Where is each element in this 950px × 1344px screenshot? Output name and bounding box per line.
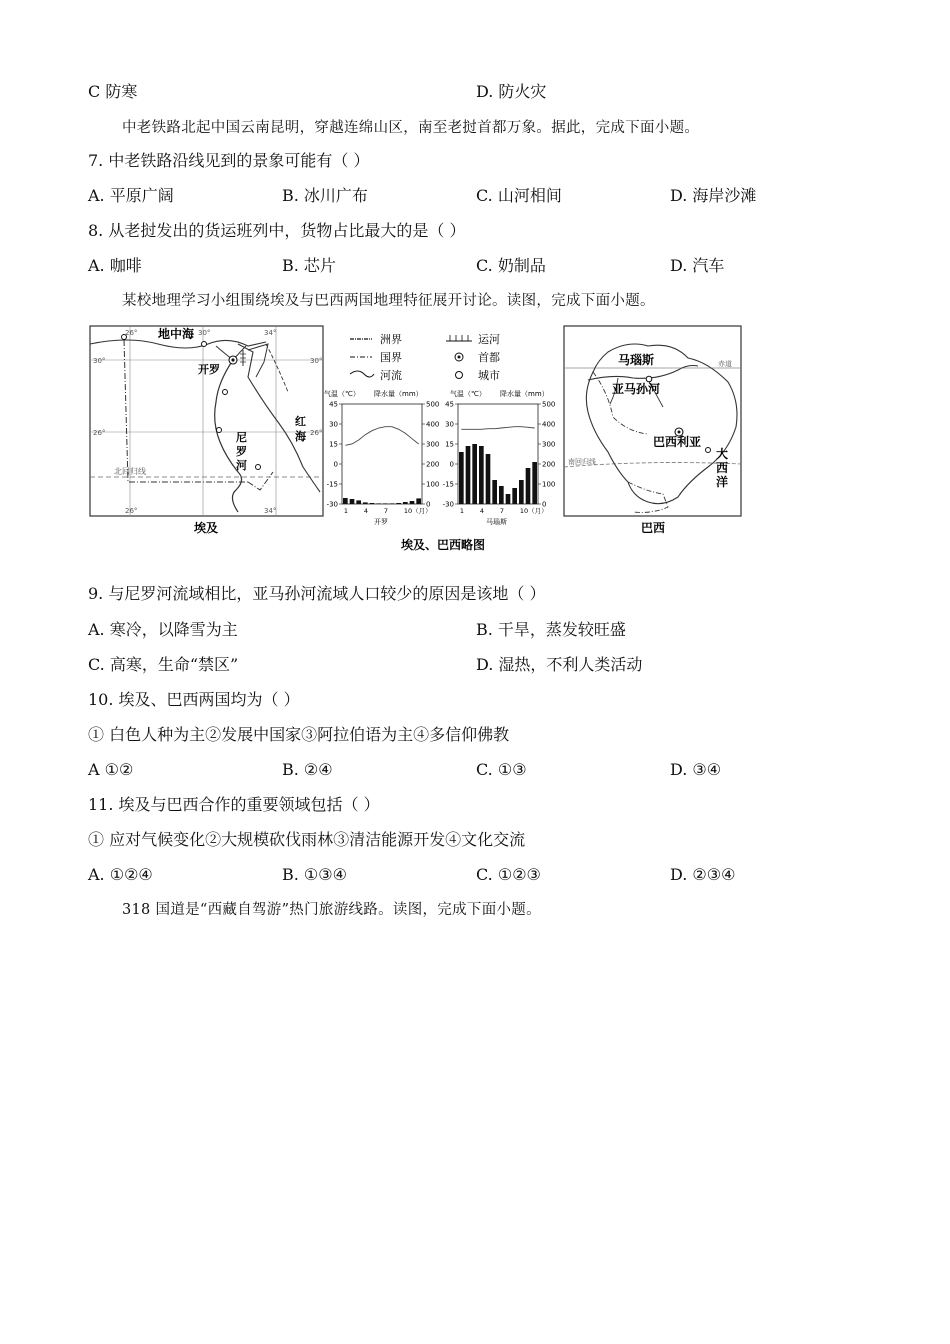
cairo-precip-bar [376,503,381,504]
cairo-precip-label: 降水量（mm） [374,390,423,398]
cairo-temp-tick: 30 [329,420,338,429]
manaus-month-tick: 7 [499,507,504,515]
cairo-temp-label: 气温（℃） [324,390,360,398]
q11-option-c: C. ①②③ [476,865,541,884]
egypt-brazil-figure [88,322,748,558]
label-equator: 赤道 [718,360,732,368]
manaus-temp-label: 气温（℃） [450,390,486,398]
manaus-temp-tick: 0 [449,460,454,469]
cairo-precip-tick: 0 [426,500,431,509]
cairo-precip-tick: 400 [426,420,440,429]
q6-option-d: D. 防火灾 [476,82,547,101]
cairo-precip-bar [396,503,401,504]
manaus-precip-bar [532,462,537,504]
figure-title: 埃及、巴西略图 [401,538,486,552]
legend-continent: 洲界 [380,333,402,346]
q9-option-c: C. 高寒，生命“禁区” [88,655,239,674]
label-nile-1: 尼 [236,431,247,444]
cairo-precip-bar [370,503,375,504]
cairo-month-tick: 10（月） [403,507,432,515]
cairo-precip-bar [343,498,348,504]
cairo-chart-name: 开罗 [374,518,388,526]
manaus-precip-bar [466,446,471,504]
manaus-month-tick: 1 [459,507,464,515]
cairo-temp-tick: -30 [326,500,338,509]
label-nile-3: 河 [236,459,247,472]
label-redsea-2: 海 [295,430,306,443]
manaus-precip-bar [526,468,531,504]
manaus-temp-tick: 45 [445,400,454,409]
label-mediterranean: 地中海 [158,327,195,341]
cairo-temp-tick: 0 [333,460,338,469]
q7-option-d: D. 海岸沙滩 [670,186,757,205]
label-atlantic-3: 洋 [716,475,729,489]
q9-option-d: D. 湿热，不利人类活动 [476,655,643,674]
lon-34-top: 34° [264,329,277,337]
manaus-precip-tick: 0 [542,500,547,509]
manaus-temp-tick: 15 [445,440,454,449]
brazil-map [564,326,741,516]
q8-option-b: B. 芯片 [282,256,336,275]
cairo-precip-bar [416,498,421,504]
q8-stem: 8. 从老挝发出的货运班列中，货物占比最大的是（ ） [88,221,466,240]
label-amazon: 亚马孙河 [612,382,661,396]
caption-egypt: 埃及 [194,521,219,535]
cairo-precip-tick: 500 [426,400,440,409]
manaus-precip-tick: 100 [542,480,556,489]
q7-option-a: A. 平原广阔 [88,186,174,205]
manaus-precip-bar [492,480,497,504]
cairo-month-tick: 1 [343,507,348,515]
legend-city: 城市 [478,369,500,382]
manaus-precip-bar [472,444,477,504]
manaus-precip-bar [486,454,491,504]
manaus-precip-bar [479,446,484,504]
cairo-precip-tick: 200 [426,460,440,469]
q11-option-b: B. ①③④ [282,865,347,884]
q10-items: ① 白色人种为主②发展中国家③阿拉伯语为主④多信仰佛教 [88,725,510,744]
q8-option-c: C. 奶制品 [476,256,546,275]
cairo-temp-tick: -15 [326,480,338,489]
egypt-map [90,326,323,516]
legend-capital: 首都 [478,351,500,364]
lat-30-right: 30° [310,357,323,365]
lon-26-top: 26° [125,329,138,337]
label-brasilia: 巴西利亚 [653,435,702,449]
q7-option-c: C. 山河相间 [476,186,562,205]
manaus-chart-name: 马瑙斯 [486,518,507,526]
q11-option-d: D. ②③④ [670,865,736,884]
cairo-precip-tick: 100 [426,480,440,489]
q9-stem: 9. 与尼罗河流域相比，亚马孙河流域人口较少的原因是该地（ ） [88,584,546,603]
manaus-month-tick: 10（月） [519,507,548,515]
cairo-precip-bar [403,502,408,504]
climate-chart-cairo [324,389,439,526]
q11-items: ① 应对气候变化②大规模砍伐雨林③清洁能源开发④文化交流 [88,830,526,849]
lon-30-top: 30° [198,329,211,337]
legend-canal: 运河 [478,333,500,346]
q9-option-b: B. 干旱，蒸发较旺盛 [476,620,626,639]
manaus-temp-tick: -15 [442,480,454,489]
cairo-precip-bar [350,499,355,504]
climate-chart-manaus [443,389,556,526]
cairo-precip-tick: 300 [426,440,440,449]
q11-option-a: A. ①②④ [88,865,153,884]
q7-option-b: B. 冰川广布 [282,186,368,205]
manaus-precip-bar [512,488,517,504]
label-redsea-1: 红 [295,415,306,428]
intro-318-highway: 318 国道是“西藏自驾游”热门旅游线路。读图，完成下面小题。 [122,902,541,918]
cairo-precip-bar [363,502,368,504]
manaus-precip-bar [519,480,524,504]
label-cairo: 开罗 [198,363,220,376]
cairo-temp-tick: 15 [329,440,338,449]
lon-26-bottom: 26° [125,507,138,515]
manaus-precip-label: 降水量（mm） [500,390,549,398]
cairo-month-tick: 7 [383,507,388,515]
q7-stem: 7. 中老铁路沿线见到的景象可能有（ ） [88,151,370,170]
cairo-precip-bar [383,503,388,504]
legend-border: 国界 [380,351,402,364]
label-atlantic-2: 西 [716,461,729,475]
caption-brazil: 巴西 [641,521,666,535]
map-legend [350,333,500,382]
q6-option-c: C 防寒 [88,82,138,101]
cairo-month-tick: 4 [363,507,368,515]
manaus-temp-tick: 30 [445,420,454,429]
lat-30-left: 30° [93,357,106,365]
cairo-temp-tick: 45 [329,400,338,409]
cairo-precip-bar [390,503,395,504]
q10-option-a: A ①② [88,760,134,779]
lat-26-left: 26° [93,429,106,437]
label-tropic-cancer: 北回归线 [114,467,146,476]
q11-stem: 11. 埃及与巴西合作的重要领域包括（ ） [88,795,380,814]
intro-egypt-brazil: 某校地理学习小组围绕埃及与巴西两国地理特征展开讨论。读图，完成下面小题。 [122,293,655,309]
manaus-month-tick: 4 [479,507,484,515]
label-tropic-capricorn: 南回归线 [568,458,596,466]
label-manaus: 马瑙斯 [618,353,655,367]
q10-option-d: D. ③④ [670,760,722,779]
q10-stem: 10. 埃及、巴西两国均为（ ） [88,690,300,709]
legend-river: 河流 [380,369,402,382]
q9-option-a: A. 寒冷，以降雪为主 [88,620,238,639]
manaus-precip-tick: 500 [542,400,556,409]
lat-26-right: 26° [310,429,323,437]
manaus-precip-bar [506,494,511,504]
manaus-precip-tick: 400 [542,420,556,429]
q8-option-a: A. 咖啡 [88,256,142,275]
cairo-precip-bar [356,500,361,504]
intro-laos-railway: 中老铁路北起中国云南昆明，穿越连绵山区，南至老挝首都万象。据此，完成下面小题。 [122,120,700,136]
cairo-precip-bar [410,501,415,504]
manaus-precip-tick: 300 [542,440,556,449]
q10-option-b: B. ②④ [282,760,333,779]
q10-option-c: C. ①③ [476,760,527,779]
lon-34-bottom: 34° [264,507,277,515]
q8-option-d: D. 汽车 [670,256,725,275]
manaus-precip-bar [499,486,504,504]
manaus-temp-tick: -30 [442,500,454,509]
manaus-precip-bar [459,452,464,504]
manaus-precip-tick: 200 [542,460,556,469]
label-atlantic-1: 大 [716,447,729,461]
label-nile-2: 罗 [236,445,247,458]
